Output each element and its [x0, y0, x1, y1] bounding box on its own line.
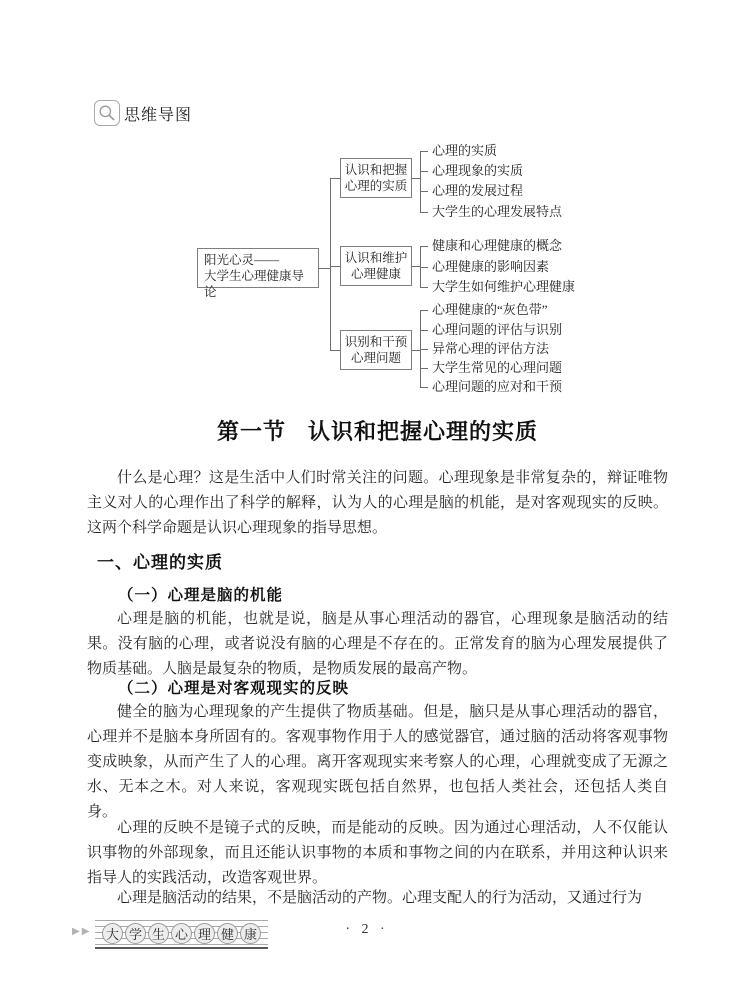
mindmap-leaf: 心理问题的评估与识别: [420, 321, 562, 339]
branch2-line2: 心理健康: [350, 267, 401, 281]
mindmap-branch-node: [340, 330, 412, 370]
mindmap-leaf: 心理问题的应对和干预: [420, 378, 562, 396]
mindmap-leaf: 心理健康的影响因素: [420, 258, 549, 276]
root-line1: 阳光心灵——: [204, 253, 280, 267]
section-title: [87, 415, 668, 446]
footer-char: 心: [171, 923, 192, 944]
connector-branch2-bracket: [412, 266, 420, 267]
mindmap-branch-node: [340, 158, 412, 198]
connector-root: [318, 268, 330, 269]
mindmap-header-label: 思维导图: [124, 106, 193, 124]
mindmap-root-node: [197, 248, 319, 299]
mindmap-leaf: 心理现象的实质: [420, 162, 523, 180]
mindmap-leaf: 心理的发展过程: [420, 182, 523, 200]
mindmap-leaf: 大学生如何维护心理健康: [420, 278, 575, 296]
connector-branch2: [330, 266, 340, 267]
root-line2: 大学生心理健康导论: [204, 269, 305, 299]
paragraph-brain-function: 心理是脑的机能，也就是说，脑是从事心理活动的器官，心理现象是脑活动的结果。没有脑的心理，或者说没有脑的心理是不存在的。正常发育的脑为心理发展提供了物质基础。人脑是最复杂的物质，是物质发展的最高产物。: [87, 611, 668, 677]
mindmap-leaf: 异常心理的评估方法: [420, 340, 549, 358]
mind-map: [0, 140, 750, 402]
connector-branch1-bracket: [412, 178, 420, 179]
magnifier-icon: [94, 100, 120, 126]
mindmap-header: [94, 100, 192, 126]
branch3-line1: 识别和干预: [344, 335, 408, 349]
mindmap-branch-node: [340, 246, 412, 286]
paragraph-intro: 什么是心理？这是生活中人们时常关注的问题。心理现象是非常复杂的，辩证唯物主义对人的心理作出了科学的解释，认为人的心理是脑的机能，是对客观现实的反映。这两个科学命题是认识心理现象的指导思想。: [87, 470, 668, 536]
heading-level2-b: （二）心理是对客观现实的反映: [118, 680, 350, 697]
footer-char: 健: [217, 923, 238, 944]
connector-branch1: [330, 178, 340, 179]
paragraph-last-truncated: 心理是脑活动的结果，不是脑活动的产物。心理支配人的行为活动，又通过行为: [117, 890, 643, 906]
paragraph-active-reflection: 心理的反映不是镜子式的反映，而是能动的反映。因为通过心理活动，人不仅能认识事物的外部现象，而且还能认识事物的本质和事物之间的内在联系，并用这种认识来指导人的实践活动，改造客观世界。: [87, 820, 668, 886]
footer-char: 理: [194, 923, 215, 944]
footer-char: 康: [240, 923, 261, 944]
heading-level1: 一、心理的实质: [97, 553, 223, 572]
branch3-line2: 心理问题: [350, 351, 401, 365]
mindmap-leaf: 大学生常见的心理问题: [420, 359, 562, 377]
footer-char: 生: [148, 923, 169, 944]
section-number: 第一节: [216, 419, 286, 444]
paragraph-reflection: 健全的脑为心理现象的产生提供了物质基础。但是，脑只是从事心理活动的器官，心理并不是脑本身所固有的。客观事物作用于人的感觉器官，通过脑的活动将客观事物变成映象，从而产生了人的心理。离开客观现实来考察人的心理，心理就变成了无源之水、无本之木。对人来说，客观现实既包括自然界，也包括人类社会，还包括人类自身。: [87, 704, 668, 820]
mindmap-leaf: 心理的实质: [420, 142, 497, 160]
mindmap-leaf: 大学生的心理发展特点: [420, 203, 562, 221]
branch2-line1: 认识和维护: [344, 251, 408, 265]
footer-arrows-icon: ▶▶: [72, 926, 92, 937]
page-number: · 2 ·: [345, 922, 389, 937]
branch1-line1: 认识和把握: [344, 163, 408, 177]
connector-spine: [330, 178, 331, 350]
connector-branch3-bracket: [412, 350, 420, 351]
branch1-line2: 心理的实质: [344, 179, 408, 193]
heading-level2-a: （一）心理是脑的机能: [118, 587, 284, 604]
footer-char: 学: [125, 923, 146, 944]
connector-branch3: [330, 350, 340, 351]
mindmap-leaf: 健康和心理健康的概念: [420, 237, 562, 255]
footer-char: 大: [102, 923, 123, 944]
mindmap-leaf: 心理健康的“灰色带”: [420, 301, 548, 319]
section-title-text: 认识和把握心理的实质: [308, 419, 539, 444]
